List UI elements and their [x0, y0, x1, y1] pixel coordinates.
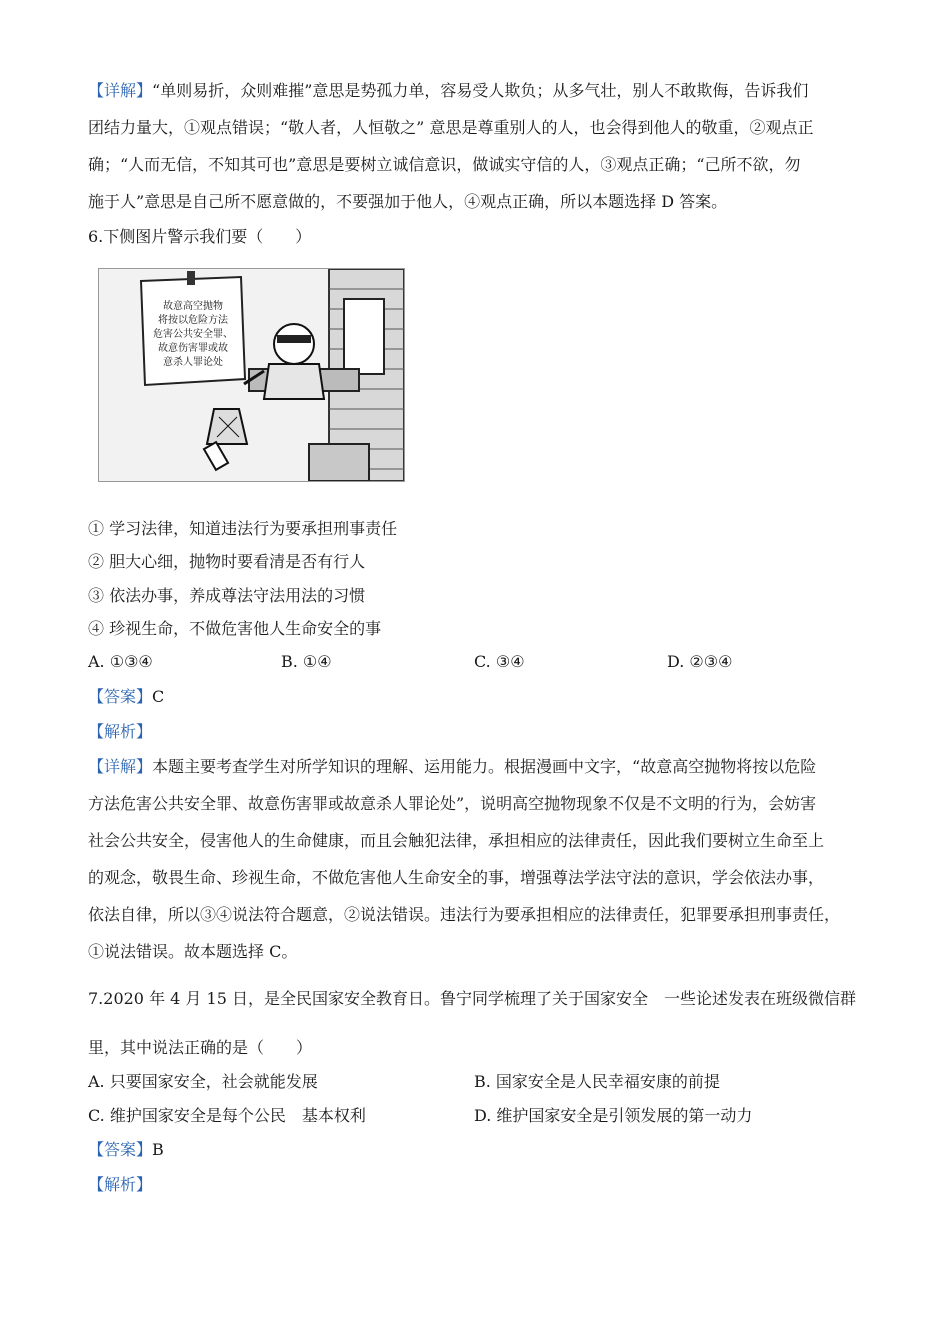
q6-answer: 【答案】C	[88, 687, 165, 706]
q7-answer: 【答案】B	[88, 1140, 164, 1159]
q7-option-c: C. 维护国家安全是每个公民 基本权利	[88, 1106, 366, 1125]
q6-statement-4: ④ 珍视生命，不做危害他人生命安全的事	[88, 619, 382, 638]
q6-statement-1: ① 学习法律，知道违法行为要承担刑事责任	[88, 519, 398, 538]
q6-detail-line-3: 社会公共安全，侵害他人的生命健康，而且会触犯法律，承担相应的法律责任，因此我们要树立生命至上	[88, 831, 825, 850]
q6-detail-line-5: 依法自律，所以③④说法符合题意，②说法错误。违法行为要承担相应的法律责任，犯罪要承担刑事责任，	[88, 905, 841, 924]
q7-option-b: B. 国家安全是人民幸福安康的前提	[474, 1072, 720, 1091]
q5-detail-line-3: 确；“人而无信，不知其可也”意思是要树立诚信意识，做诚实守信的人，③观点正确；“己所不欲，勿	[88, 155, 801, 174]
cartoon-notice-line-3: 危害公共安全罪、	[153, 329, 233, 340]
q6-option-a: A. ①③④	[88, 652, 153, 671]
warning-cartoon-image	[98, 268, 405, 482]
q5-detail-line-1: 【详解】“单则易折，众则难摧”意思是势孤力单，容易受人欺负；从多气壮，别人不敢欺侮，告诉我们	[88, 81, 809, 100]
cartoon-notice-line-5: 意杀人罪论处	[163, 357, 223, 368]
cartoon-notice-line-1: 故意高空抛物	[163, 301, 223, 312]
q6-statement-3: ③ 依法办事，养成尊法守法用法的习惯	[88, 586, 366, 605]
q6-detail-line-4: 的观念，敬畏生命、珍视生命，不做危害他人生命安全的事，增强尊法学法守法的意识，学会依法办事，	[88, 868, 825, 887]
q6-analysis-label: 【解析】	[88, 722, 153, 741]
q6-detail-line-2: 方法危害公共安全罪、故意伤害罪或故意杀人罪论处”，说明高空抛物现象不仅是不文明的行为，会妨害	[88, 794, 817, 813]
detail-tag: 【详解】	[88, 757, 153, 776]
q5-detail-line-2: 团结力量大，①观点错误；“敬人者，人恒敬之” 意思是尊重别人的人，也会得到他人的敬重，②观点正	[88, 118, 814, 137]
cartoon-notice-line-4: 故意伤害罪或故	[158, 343, 228, 354]
q5-detail-line-4: 施于人”意思是自己所不愿意做的，不要强加于他人，④观点正确，所以本题选择 D 答案。	[88, 192, 728, 211]
q7-stem-line-1: 7.2020 年 4 月 15 日，是全民国家安全教育日。鲁宁同学梳理了关于国家安全 一些论述发表在班级微信群	[88, 989, 856, 1008]
q7-analysis-label: 【解析】	[88, 1175, 153, 1194]
cartoon-drawing	[99, 269, 404, 481]
cartoon-notice-line-2: 将按以危险方法	[158, 315, 228, 326]
detail-tag: 【详解】	[88, 81, 153, 100]
q6-detail-line-6: ①说法错误。故本题选择 C。	[88, 942, 298, 961]
q6-option-d: D. ②③④	[667, 652, 733, 671]
q6-option-c: C. ③④	[474, 652, 525, 671]
q6-stem: 6.下侧图片警示我们要（ ）	[88, 227, 312, 246]
q6-statement-2: ② 胆大心细，抛物时要看清是否有行人	[88, 552, 366, 571]
q6-option-b: B. ①④	[281, 652, 332, 671]
answer-tag: 【答案】	[88, 687, 153, 706]
q6-detail-line-1: 【详解】本题主要考查学生对所学知识的理解、运用能力。根据漫画中文字，“故意高空抛物将按以危险	[88, 757, 817, 776]
answer-tag: 【答案】	[88, 1140, 153, 1159]
q7-stem-line-2: 里，其中说法正确的是（ ）	[88, 1038, 313, 1057]
q7-option-d: D. 维护国家安全是引领发展的第一动力	[474, 1106, 753, 1125]
q7-option-a: A. 只要国家安全，社会就能发展	[88, 1072, 318, 1091]
